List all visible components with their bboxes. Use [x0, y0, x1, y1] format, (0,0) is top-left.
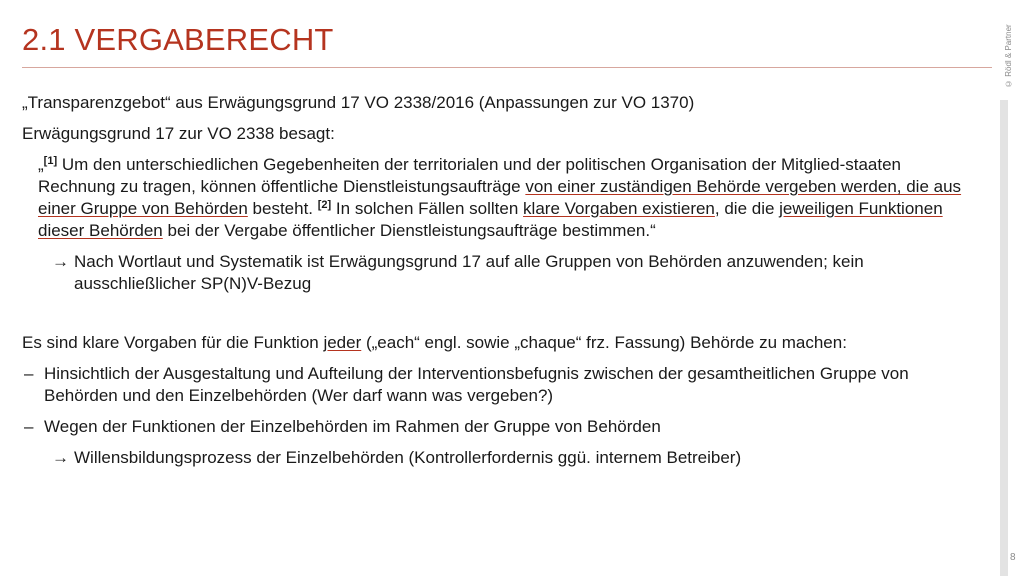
lead-underline: jeder — [323, 333, 362, 352]
dash-bullet-2 — [24, 416, 982, 438]
quote-underline-2: klare Vorgaben existieren — [523, 199, 715, 218]
slide-content — [22, 92, 982, 469]
arrow-bullet-1-text: Nach Wortlaut und Systematik ist Erwägungsgrund 17 auf alle Gruppen von Behörden anzuwenden; kein ausschließlicher SP(N)V-Bezug — [74, 252, 864, 293]
quote-text-1: Um den unterschiedlichen Gegebenheiten der territorialen und der politischen Organisation der Mitglied-staaten Rechnung zu tragen, können öffentliche Dienstleistungsaufträge — [38, 155, 902, 196]
reference-2: [2] — [317, 199, 332, 211]
arrow-icon: → — [52, 252, 69, 271]
quote-underline-1: von einer zuständigen Behörde vergeben werden, die aus einer Gruppe von Behörden — [38, 177, 962, 218]
side-bar — [1000, 100, 1008, 576]
arrow-bullet-1 — [52, 251, 982, 295]
copyright-notice: © Rödl & Partner — [1004, 24, 1013, 88]
recital-intro: Erwägungsgrund 17 zur VO 2338 besagt: — [22, 124, 335, 143]
dash-bullet-1 — [24, 363, 982, 407]
requirements-lead — [22, 332, 982, 354]
intro-line: „Transparenzgebot“ aus Erwägungsgrund 17 VO 2338/2016 (Anpassungen zur VO 1370) — [22, 93, 695, 112]
quote-open: „ — [38, 155, 44, 174]
quote-text-2: besteht. — [247, 199, 318, 218]
page-number: 8 — [1010, 552, 1016, 563]
lead-text-1: Es sind klare Vorgaben für die Funktion — [22, 333, 324, 352]
lead-text-2: („each“ engl. sowie „chaque“ frz. Fassung) Behörde zu machen: — [361, 333, 847, 352]
quote-underline-3: jeweiligen Funktionen dieser Behörden — [38, 199, 943, 240]
arrow-bullet-2-text: Willensbildungsprozess der Einzelbehörden (Kontrollerfordernis ggü. internem Betreiber) — [74, 448, 742, 467]
dash-icon: – — [24, 364, 34, 383]
quote-text-5: bei der Vergabe öffentlicher Dienstleistungsaufträge bestimmen.“ — [162, 221, 656, 240]
arrow-bullet-2 — [52, 447, 982, 469]
dash-bullet-2-text: Wegen der Funktionen der Einzelbehörden im Rahmen der Gruppe von Behörden — [44, 417, 661, 436]
reference-1: [1] — [43, 155, 58, 167]
slide-title: 2.1 VERGABERECHT — [22, 22, 334, 57]
title-divider — [22, 67, 992, 68]
dash-bullet-1-text: Hinsichtlich der Ausgestaltung und Aufteilung der Interventionsbefugnis zwischen der gesamtheitlichen Gruppe von Behörden und den Einzelbehörden (Wer darf wann was vergeben?) — [44, 364, 909, 405]
quote-text-4: , die die — [714, 199, 780, 218]
dash-icon: – — [24, 417, 34, 436]
arrow-icon: → — [52, 448, 69, 467]
quote-text-3: In solchen Fällen sollten — [331, 199, 524, 218]
recital-quote — [38, 154, 982, 242]
paragraph-spacer — [22, 295, 982, 332]
